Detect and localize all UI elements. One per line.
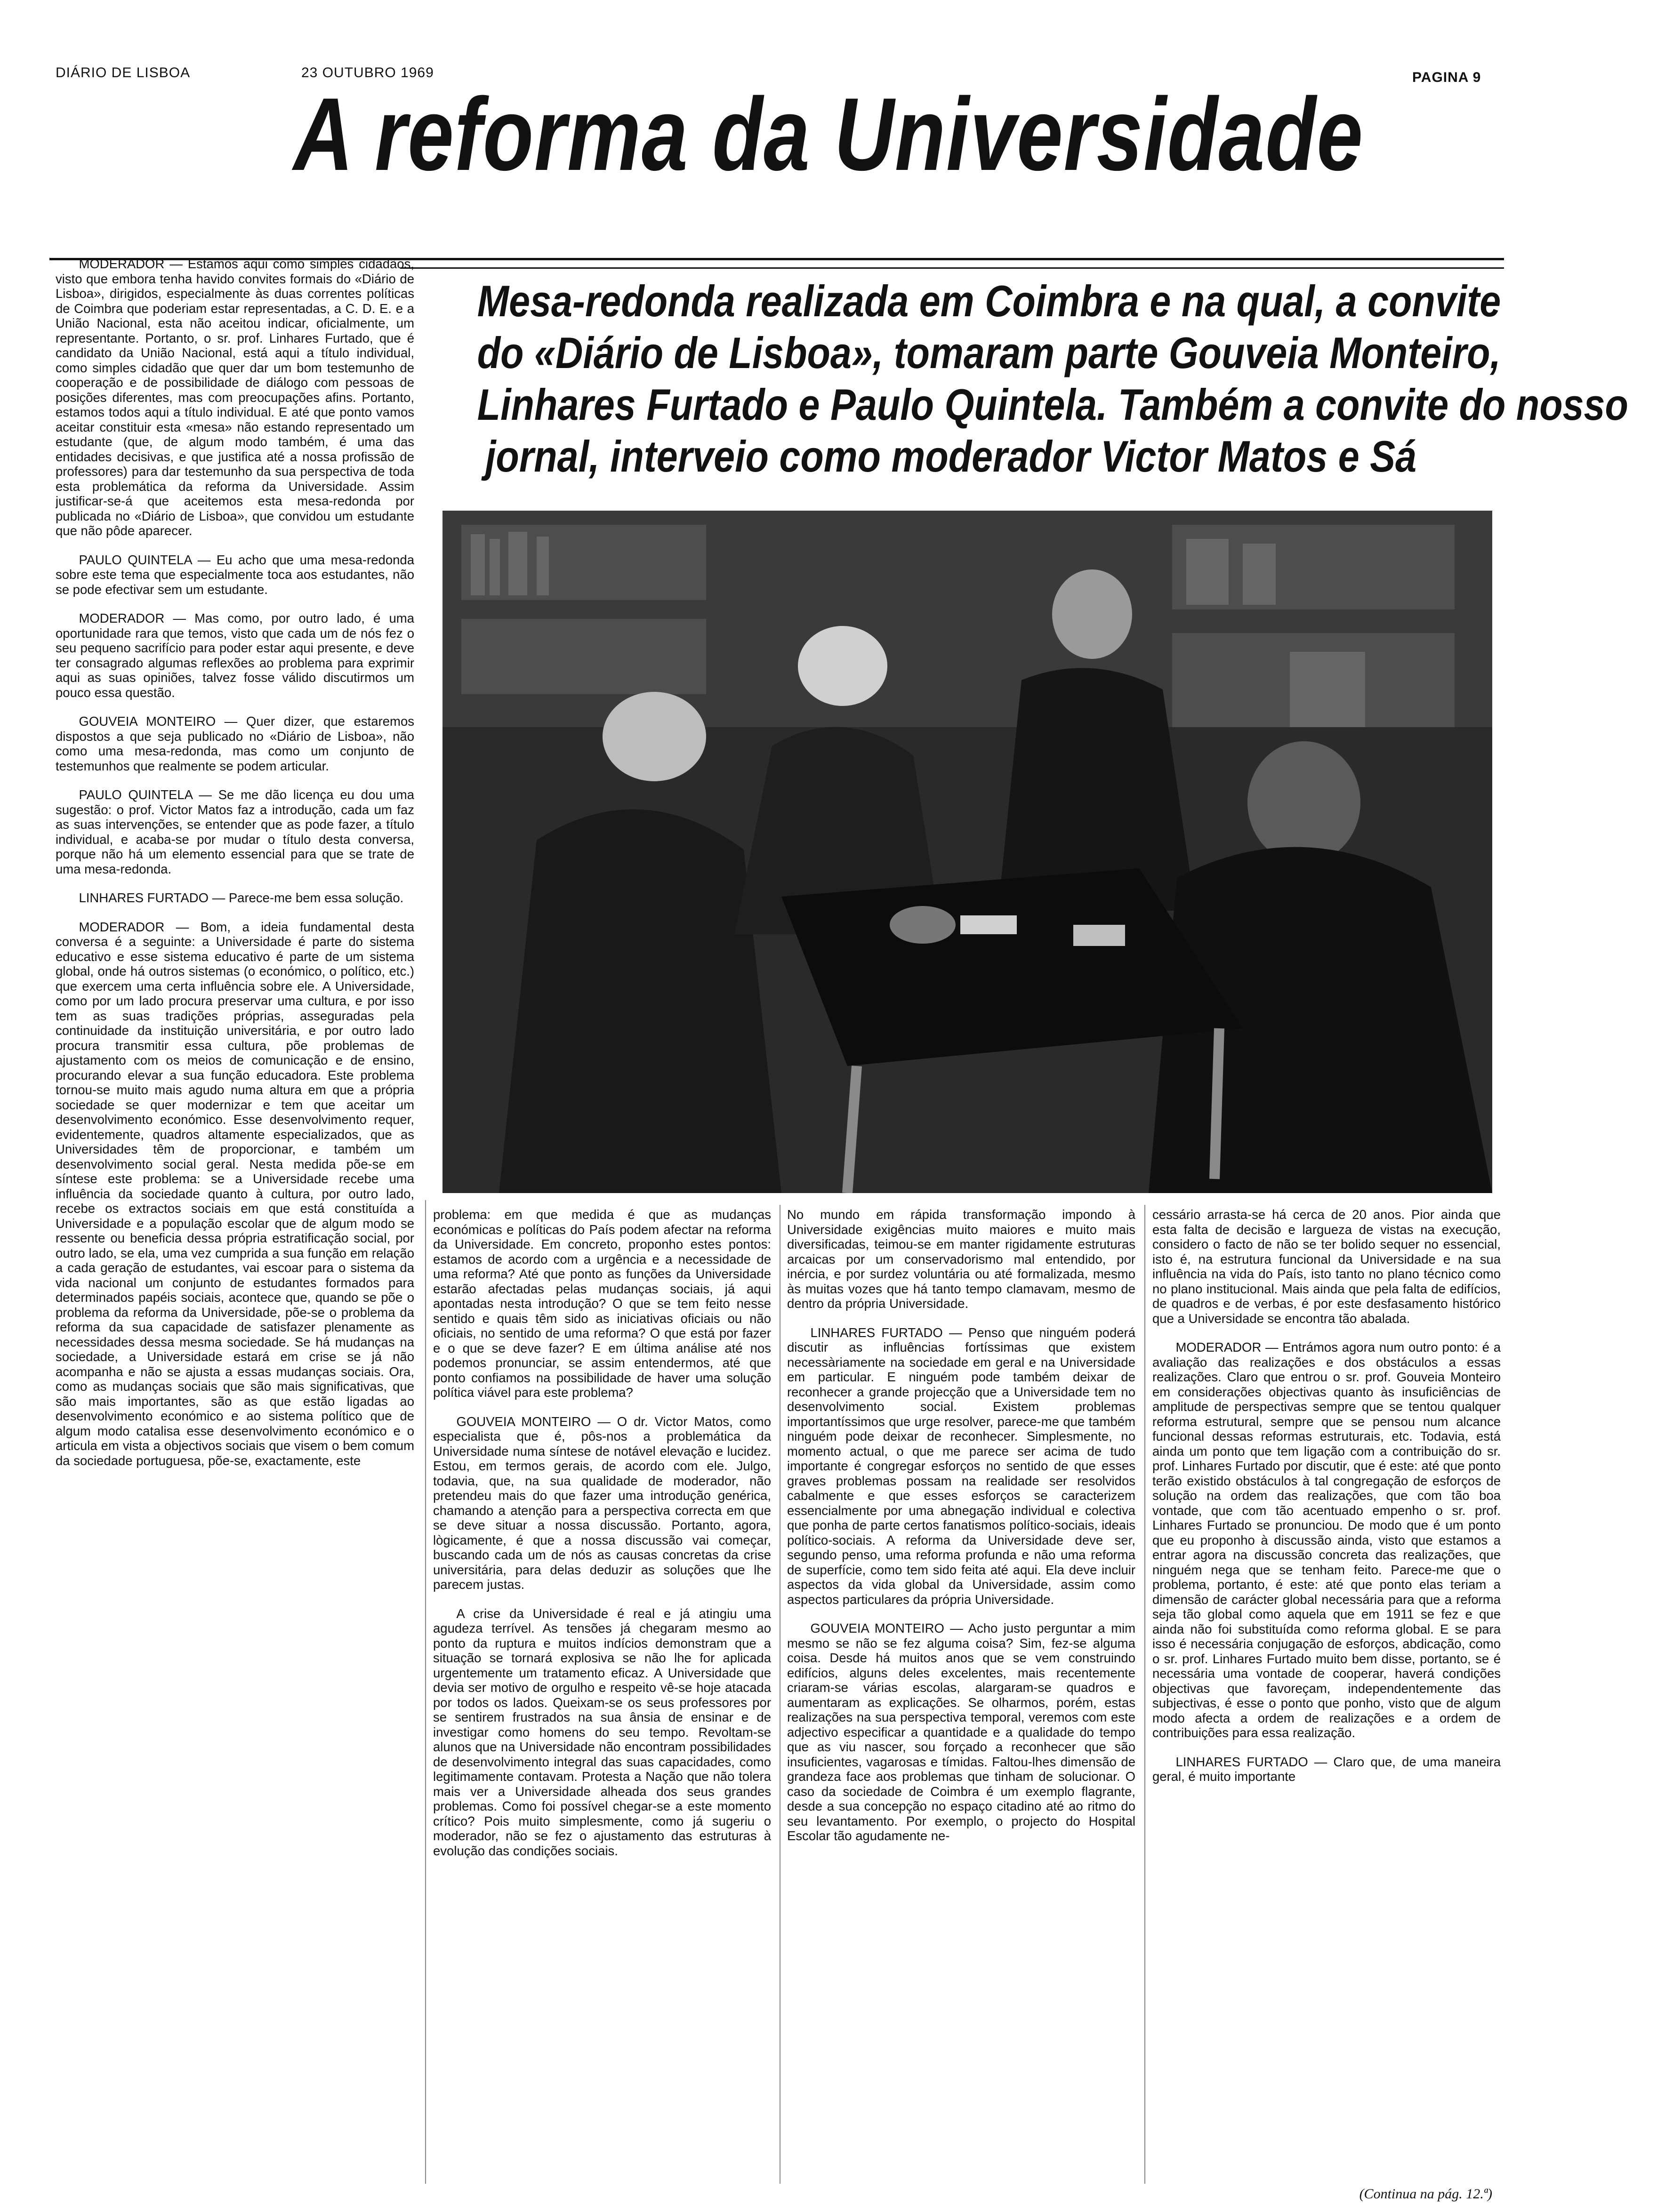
deck-line: jornal, interveio como moderador Victor Matos e Sá <box>485 432 1417 481</box>
issue-date: 23 OUTUBRO 1969 <box>301 65 434 80</box>
paragraph: MODERADOR — Bom, a ideia fundamental desta conversa é a seguinte: a Universidade é parte do sistema educativo e esse sistema educativo é parte de um sistema global, onde há outros sistemas (o económico, o político, etc.) que exercem uma certa influência sobre ele. A Universidade, como por um lado procura preservar uma cultura, e por isso tem as suas tradições próprias, asseguradas pela continuidade da instituição universitária, e por outro lado procura transmitir essa cultura, põe problemas de ajustamento com os meios de comunicação e de ensino, procurando elevar a sua função educadora. Este problema tornou-se muito mais agudo numa altura em que a própria sociedade se quer modernizar e tem que aceitar um desenvolvimento económico. Esse desenvolvimento requer, evidentemente, quadros altamente especializados, que as Universidades têm de proporcionar, e também um desenvolvimento social geral. Nesta medida põe-se em síntese este problema: se a Universidade recebe uma influência da sociedade quanto à cultura, por outro lado, recebe os extractos sociais em que está constituída a Universidade e a população escolar que de algum modo se ressente ou beneficia dessa própria estratificação social, por outro lado, se ela, uma vez cumprida a sua função em relação a cada geração de estudantes, vai escoar para o sistema da vida nacional um conjunto de estudantes formados para determinados papéis sociais, acontece que, quando se põe o problema da reforma da Universidade, põe-se o problema da reforma da sua capacidade de satisfazer plenamente as necessidades dessa mesma sociedade. Se há mudanças na sociedade, a Universidade estará em crise se já não acompanha e não se ajusta a essas mudanças sociais. Ora, como as mudanças sociais que são mais significativas, que são mais importantes, são as que estão ligadas ao desenvolvimento económico e ao sistema político que de algum modo catalisa esse desenvolvimento económico e o articula em vista a objectivos sociais que visem o bem comum da sociedade portuguesa, põe-se, exactamente, este <box>56 919 414 1468</box>
paragraph: GOUVEIA MONTEIRO — Quer dizer, que estaremos dispostos a que seja publicado no «Diário de Lisboa», não como uma mesa-redonda, mas como um conjunto de testemunhos que realmente se podem articular. <box>56 714 414 773</box>
paragraph: PAULO QUINTELA — Se me dão licença eu dou uma sugestão: o prof. Victor Matos faz a introdução, cada um faz as suas intervenções, se entender que as pode fazer, a título individual, e acaba-se por mudar o título desta conversa, porque não há um elemento essencial para que se trate de uma mesa-redonda. <box>56 787 414 876</box>
deck-line: Linhares Furtado e Paulo Quintela. Também a convite do nosso <box>477 380 1628 429</box>
paragraph: cessário arrasta-se há cerca de 20 anos. Pior ainda que esta falta de decisão e largueza de vistas na execução, considero o facto de não se ter bolido sequer no essencial, isto é, na estrutura funcional da Universidade e na sua influência na vida do País, isto tanto no plano técnico como no plano institucional. Mais ainda que pela falta de edifícios, de quadros e de verbas, é por este desfasamento histórico que a Universidade se encontra tão abalada. <box>1152 1207 1501 1326</box>
article-column-3 <box>787 1207 1135 2184</box>
paragraph: GOUVEIA MONTEIRO — Acho justo perguntar a mim mesmo se não se fez alguma coisa? Sim, fez-se alguma coisa. Desde há muitos anos que se vem construindo edifícios, alguns deles excelentes, mais recentemente criaram-se várias escolas, alargaram-se quadros e aumentaram as explicações. Se olharmos, porém, estas realizações na sua perspectiva temporal, veremos com este adjectivo especificar a quantidade e a qualidade do tempo que as viu nascer, sou forçado a reconhecer que são insuficientes, vagarosas e tímidas. Faltou-lhes dimensão de grandeza face aos problemas que tinham de solucionar. O caso da sociedade de Coimbra é um exemplo flagrante, desde a sua concepção no espaço citadino até ao ritmo do seu levantamento. Por exemplo, o projecto do Hospital Escolar tão agudamente ne- <box>787 1621 1135 1843</box>
photograph-of-round-table-in-library-icon <box>442 511 1492 1193</box>
paragraph: MODERADOR — Estamos aqui como simples cidadãos, visto que embora tenha havido convites formais do «Diário de Lisboa», dirigidos, especialmente às duas correntes políticas de Coimbra que poderiam estar representadas, a C. D. E. e a União Nacional, esta não aceitou indicar, oficialmente, um representante. Portanto, o sr. prof. Linhares Furtado, que é candidato da União Nacional, está aqui a título individual, como simples cidadão que quer dar um bom testemunho de cooperação e de possibilidade de diálogo com pessoas de posições diferentes, mas com preocupações afins. Portanto, estamos todos aqui a título individual. E até que ponto vamos aceitar constituir esta «mesa» não estando representado um estudante (que, de algum modo também, é uma das entidades decisivas, e que justifica até a nossa profissão de professores) para dar testemunho da sua perspectiva de toda esta problemática da reforma da Universidade. Assim justificar-se-á que aceitemos esta mesa-redonda por publicada no «Diário de Lisboa», que convidou um estudante que não pôde aparecer. <box>56 256 414 538</box>
column-divider <box>425 1200 426 2184</box>
paragraph: GOUVEIA MONTEIRO — O dr. Victor Matos, como especialista que é, pôs-nos a problemática da Universidade numa síntese de notável elevação e lucidez. Estou, em termos gerais, de acordo com ele. Julgo, todavia, que, na sua qualidade de moderador, não pretendeu mais do que fazer uma introdução genérica, chamando a atenção para a perspectiva correcta em que se deve situar a nossa discussão. Portanto, agora, lògicamente, é que a nossa discussão vai começar, buscando cada um de nós as causas concretas da crise universitária, para delas deduzir as soluções que lhe parecem justas. <box>433 1414 771 1592</box>
paragraph: problema: em que medida é que as mudanças económicas e políticas do País podem afectar na reforma da Universidade. Em concreto, proponho estes pontos: estamos de acordo com a urgência e a necessidade de uma reforma? Até que ponto as funções da Universidade estarão afectadas pelas mudanças sociais, já aqui apontadas nesta introdução? O que se tem feito nesse sentido e quais têm sido as iniciativas oficiais ou não oficiais, no sentido de uma reforma? O que está por fazer e o que se deve fazer? E em última análise até nos podemos pronunciar, se assim entendermos, até que ponto confiamos na possibilidade de haver uma solução política viável para este problema? <box>433 1207 771 1400</box>
continued-on-page-note: (Continua na pág. 12.ª) <box>1359 2186 1492 2202</box>
paragraph: MODERADOR — Entrámos agora num outro ponto: é a avaliação das realizações e dos obstáculos a essas realizações. Claro que entrou o sr. prof. Gouveia Monteiro em considerações objectivas quanto às insuficiências de amplitude de perspectivas sempre que se tentou qualquer reforma estrutural, sempre que se pensou num alcance funcional dessas reformas estruturais, etc. Todavia, está ainda um ponto que tem ligação com a contribuição do sr. prof. Linhares Furtado por discutir, que é este: até que ponto terão existido obstáculos à tal congregação de esforços de solução na ordem das realizações, que com tão boa vontade, que com tão acentuado empenho o sr. prof. Linhares Furtado se pronunciou. De modo que é um ponto que eu proponho à discussão ainda, visto que estamos a entrar agora na discussão concreta das realizações, que ninguém nega que se tenham feito. Parece-me que o problema, portanto, é este: até que ponto elas teriam a dimensão de carácter global necessária para que a reforma seja tão global como aquela que em 1911 se fez e que ainda não foi substituída como reforma global. E se para isso é necessária conjugação de esforços, abdicação, como o sr. prof. Linhares Furtado muito bem disse, portanto, se é necessária uma vontade de cooperar, haverá condições objectivas que favoreçam, independentemente das subjectivas, é esse o ponto que ponho, visto que de algum modo afecta a ordem de realizações e a ordem de contribuições para essa realização. <box>1152 1340 1501 1740</box>
article-column-4 <box>1152 1207 1501 2177</box>
paragraph: No mundo em rápida transformação impondo à Universidade exigências muito maiores e muito mais diversificadas, teimou-se em manter rigidamente estruturas arcaicas por um conservadorismo mal entendido, por inércia, e por surdez voluntária ou até formalizada, mesmo às muitas vozes que há tanto tempo clamavam, mesmo de dentro da própria Universidade. <box>787 1207 1135 1311</box>
page-title: A reforma da Universidade <box>293 76 1364 192</box>
deck-headline <box>400 275 1628 482</box>
paragraph: LINHARES FURTADO — Parece-me bem essa solução. <box>79 890 404 905</box>
paragraph: MODERADOR — Mas como, por outro lado, é uma oportunidade rara que temos, visto que cada um de nós fez o seu pequeno sacrifício para poder estar aqui presente, e deve ter consagrado algumas reflexões ao problema para exprimir aqui as suas opiniões, talvez fosse válido discutirmos um pouco essa questão. <box>56 611 414 700</box>
paragraph: PAULO QUINTELA — Eu acho que uma mesa-redonda sobre este tema que especialmente toca aos estudantes, não se pode efectivar sem um estudante. <box>56 552 414 597</box>
column-divider <box>1144 1205 1145 2184</box>
article-column-2 <box>433 1207 771 2184</box>
article-column-1 <box>56 256 414 2186</box>
deck-line: Mesa-redonda realizada em Coimbra e na qual, a convite <box>477 276 1501 326</box>
deck-line: do «Diário de Lisboa», tomaram parte Gouveia Monteiro, <box>477 328 1501 377</box>
page-number: PAGINA 9 <box>1412 70 1481 85</box>
paragraph: A crise da Universidade é real e já atingiu uma agudeza terrível. As tensões já chegaram mesmo ao ponto da ruptura e muitos indícios demonstram que a situação se tornará explosiva se não lhe for aplicada urgentemente um tratamento eficaz. A Universidade que devia ser motivo de orgulho e respeito vê-se hoje atacada por todos os lados. Queixam-se os seus professores por se sentirem frustrados na sua ânsia de ensinar e de investigar como homens do seu tempo. Revoltam-se alunos que na Universidade não encontram possibilidades de desenvolvimento integral das suas capacidades, como legitimamente contavam. Protesta a Nação que não tolera mais ver a Universidade alheada dos seus grandes problemas. Como foi possível chegar-se a este momento crítico? Pois muito simplesmente, como já sugeriu o moderador, não se fez o ajustamento das estruturas à evolução das condições sociais. <box>433 1606 771 1858</box>
paragraph: LINHARES FURTADO — Claro que, de uma maneira geral, é muito importante <box>1152 1754 1501 1784</box>
paper-name: DIÁRIO DE LISBOA <box>56 65 191 80</box>
paragraph: LINHARES FURTADO — Penso que ninguém poderá discutir as influências fortíssimas que existem necessàriamente na sociedade em geral e na Universidade em particular. E ninguém pode também deixar de reconhecer a grande projecção que a Universidade tem no desenvolvimento social. Existem problemas importantíssimos que urge resolver, parece-me que também ninguém pode deixar de reconhecer. Simplesmente, no momento actual, o que me parece ser acima de tudo importante é congregar esforços no sentido de que esses graves problemas possam na realidade ser resolvidos cabalmente e que esses esforços se caracterizem essencialmente por uma abnegação individual e colectiva que ponha de parte certos fanatismos político-sociais, ideais político-sociais. A reforma da Universidade deve ser, segundo penso, uma reforma profunda e não uma reforma de superfície, como tem sido feita até aqui. Ela deve incluir aspectos da vida global da Universidade, assim como aspectos particulares da própria Universidade. <box>787 1325 1135 1607</box>
sub-rule <box>400 267 1504 269</box>
